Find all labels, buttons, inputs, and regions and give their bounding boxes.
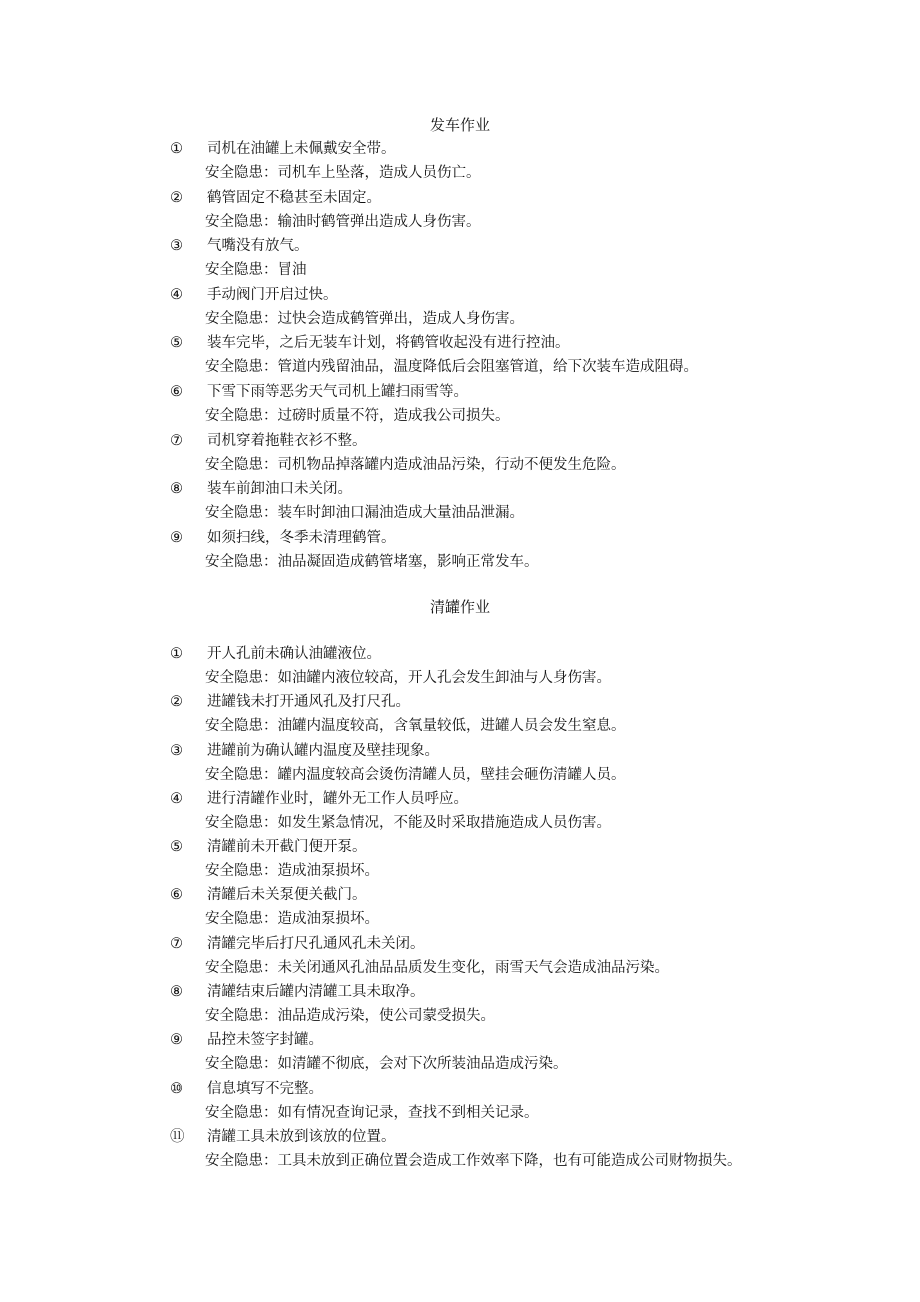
- item-hazard-text: 安全隐患：如发生紧急情况，不能及时采取措施造成人员伤害。: [205, 814, 611, 831]
- item-step-text: 司机在油罐上未佩戴安全带。: [207, 141, 396, 157]
- item-step-text: 清罐前未开截门便开泵。: [207, 839, 367, 856]
- item-step-text: 清罐工具未放到该放的位置。: [207, 1128, 396, 1145]
- item-number: ④: [170, 286, 183, 303]
- item-hazard-text: 安全隐患：过快会造成鹤管弹出，造成人身伤害。: [205, 310, 524, 327]
- item-hazard-text: 安全隐患：如油罐内液位较高，开人孔会发生卸油与人身伤害。: [205, 670, 611, 686]
- item-hazard-text: 安全隐患：冒油: [205, 262, 307, 279]
- item-hazard-text: 安全隐患：油品造成污染，使公司蒙受损失。: [205, 1008, 495, 1025]
- item-number: ④: [170, 790, 183, 807]
- section-title-qingguan: 清罐作业: [429, 598, 490, 616]
- list-item: [170, 332, 870, 381]
- item-step-text: 装车前卸油口未关闭。: [207, 481, 352, 498]
- list-item: [170, 430, 870, 479]
- item-number: ③: [170, 742, 183, 759]
- item-number: ②: [170, 189, 183, 206]
- item-hazard-text: 安全隐患：油品凝固造成鹤管堵塞，影响正常发车。: [205, 553, 539, 570]
- item-hazard-text: 安全隐患：未关闭通风孔油品品质发生变化，雨雪天气会造成油品污染。: [205, 959, 669, 976]
- item-hazard-text: 安全隐患：司机车上坠落，造成人员伤亡。: [205, 165, 481, 181]
- item-hazard-text: 安全隐患：管道内残留油品，温度降低后会阻塞管道，给下次装车造成阻碍。: [205, 359, 698, 376]
- item-hazard-text: 安全隐患：造成油泵损坏。: [205, 863, 379, 880]
- item-step-text: 开人孔前未确认油罐液位。: [207, 646, 381, 662]
- item-hazard-text: 安全隐患：输油时鹤管弹出造成人身伤害。: [205, 213, 481, 230]
- list-item: [170, 884, 870, 932]
- item-number: ⑥: [170, 383, 183, 400]
- list-item: [170, 138, 870, 187]
- list-item: [170, 933, 870, 981]
- item-step-text: 司机穿着拖鞋衣衫不整。: [207, 432, 367, 449]
- list-item: [170, 187, 870, 236]
- list-item: [170, 1078, 870, 1126]
- list-item: [170, 235, 870, 284]
- item-hazard-text: 安全隐患：造成油泵损坏。: [205, 911, 379, 928]
- item-step-text: 清罐完毕后打尺孔通风孔未关闭。: [207, 935, 425, 952]
- item-step-text: 装车完毕，之后无装车计划，将鹤管收起没有进行控油。: [207, 335, 570, 352]
- item-number: ①: [170, 646, 183, 662]
- item-step-text: 如须扫线，冬季未清理鹤管。: [207, 529, 396, 546]
- item-step-text: 品控未签字封罐。: [207, 1032, 323, 1049]
- item-step-text: 清罐后未关泵便关截门。: [207, 887, 367, 904]
- item-number: ⑥: [170, 887, 183, 904]
- item-number: ⑤: [170, 335, 183, 352]
- item-number: ⑪: [170, 1128, 185, 1145]
- list-item: [170, 788, 870, 836]
- item-hazard-text: 安全隐患：如有情况查询记录，查找不到相关记录。: [205, 1104, 539, 1121]
- item-step-text: 清罐结束后罐内清罐工具未取净。: [207, 984, 425, 1001]
- item-hazard-text: 安全隐患：如清罐不彻底，会对下次所装油品造成污染。: [205, 1056, 568, 1073]
- item-number: ⑧: [170, 984, 183, 1001]
- item-hazard-text: 安全隐患：司机物品掉落罐内造成油品污染，行动不便发生危险。: [205, 456, 626, 473]
- item-step-text: 信息填写不完整。: [207, 1080, 323, 1097]
- list-item: [170, 740, 870, 788]
- list-item: [170, 1029, 870, 1077]
- item-hazard-text: 安全隐患：过磅时质量不符，造成我公司损失。: [205, 407, 510, 424]
- item-hazard-text: 安全隐患：罐内温度较高会烫伤清罐人员，壁挂会砸伤清罐人员。: [205, 766, 626, 783]
- item-number: ②: [170, 694, 183, 711]
- list-item: [170, 478, 870, 527]
- item-number: ⑦: [170, 935, 183, 952]
- item-hazard-text: 安全隐患：工具未放到正确位置会造成工作效率下降，也有可能造成公司财物损失。: [205, 1152, 742, 1169]
- list-item: [170, 836, 870, 884]
- item-number: ③: [170, 238, 183, 255]
- item-number: ⑦: [170, 432, 183, 449]
- item-number: ⑧: [170, 481, 183, 498]
- item-number: ⑨: [170, 1032, 183, 1049]
- item-step-text: 手动阀门开启过快。: [207, 286, 338, 303]
- item-step-text: 进罐前为确认罐内温度及壁挂现象。: [207, 742, 439, 759]
- list-item: [170, 1126, 870, 1174]
- item-number: ⑨: [170, 529, 183, 546]
- list-item: [170, 527, 870, 576]
- item-hazard-text: 安全隐患：油罐内温度较高，含氧量较低，进罐人员会发生窒息。: [205, 718, 626, 735]
- item-step-text: 气嘴没有放气。: [207, 238, 309, 255]
- list-item: [170, 381, 870, 430]
- item-step-text: 下雪下雨等恶劣天气司机上罐扫雨雪等。: [207, 383, 468, 400]
- item-number: ⑤: [170, 839, 183, 856]
- list-item: [170, 981, 870, 1029]
- item-step-text: 鹤管固定不稳甚至未固定。: [207, 189, 381, 206]
- item-step-text: 进罐钱未打开通风孔及打尺孔。: [207, 694, 410, 711]
- section-list-fache: [170, 138, 870, 575]
- list-item: [170, 284, 870, 333]
- section-title-fache: 发车作业: [429, 116, 490, 134]
- list-item: [170, 643, 870, 691]
- item-number: ⑩: [170, 1080, 183, 1097]
- section-list-qingguan: [170, 643, 870, 1174]
- item-hazard-text: 安全隐患：装车时卸油口漏油造成大量油品泄漏。: [205, 505, 524, 522]
- item-step-text: 进行清罐作业时，罐外无工作人员呼应。: [207, 790, 468, 807]
- item-number: ①: [170, 141, 183, 157]
- list-item: [170, 691, 870, 739]
